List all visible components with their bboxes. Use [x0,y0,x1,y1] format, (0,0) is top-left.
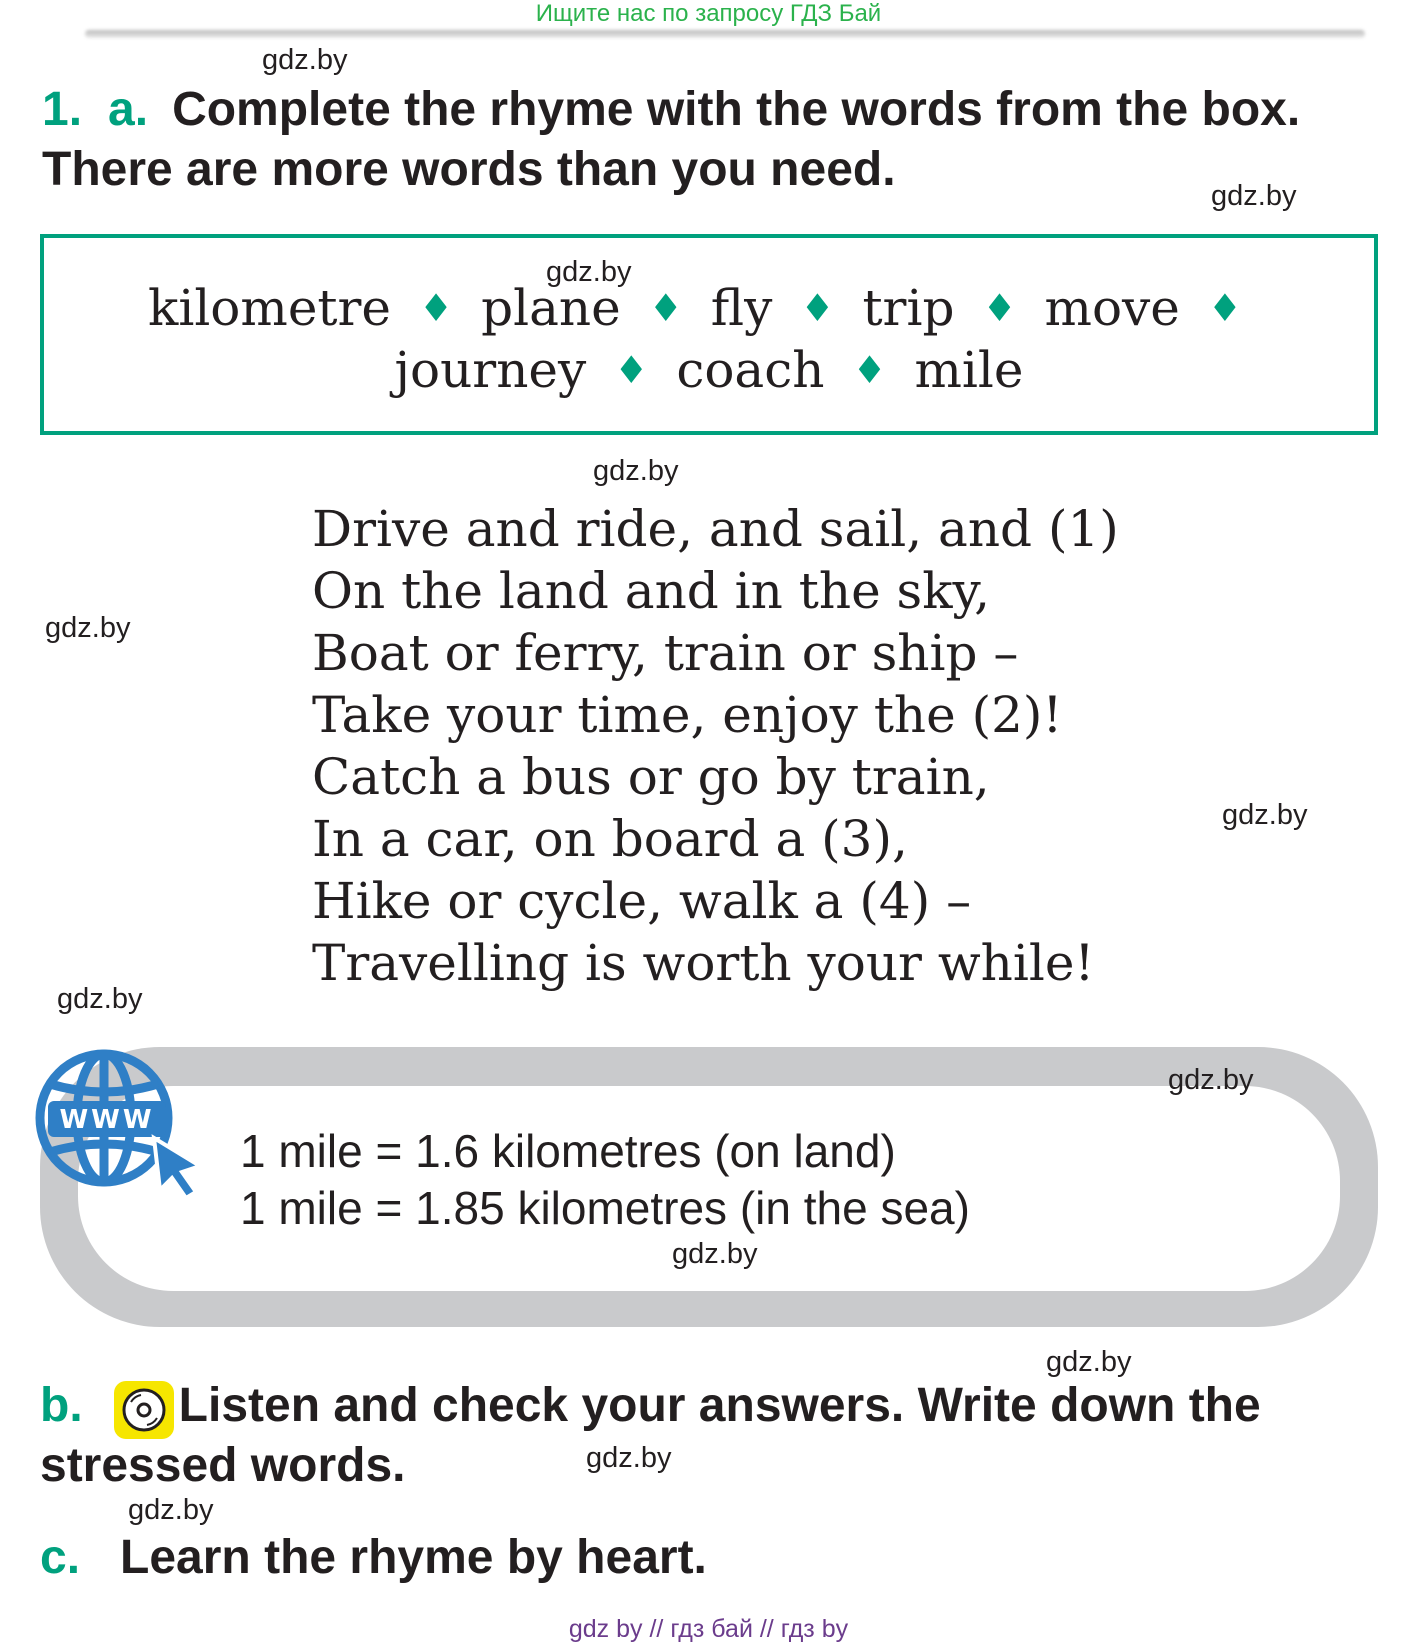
task-1c-text: Learn the rhyme by heart. [120,1531,707,1584]
poem-line: Drive and ride, and sail, and (1) [312,500,1119,558]
task-letter-c: c. [40,1531,81,1584]
watermark: gdz.by [1222,799,1308,831]
word-trip: trip [862,279,955,337]
poem-line: In a car, on board a (3), [312,810,908,868]
watermark: gdz.by [1168,1064,1254,1096]
word-journey: journey [394,341,587,399]
header-divider [85,30,1365,38]
audio-cd-icon [113,1380,175,1440]
word-move: move [1044,279,1180,337]
diamond-icon: ♦ [648,286,683,330]
poem-line: Boat or ferry, train or ship – [312,624,1019,682]
www-label: WWW [59,1105,155,1135]
watermark: gdz.by [672,1238,758,1270]
diamond-icon: ♦ [1207,286,1242,330]
watermark: gdz.by [546,256,632,288]
top-banner: Ищите нас по запросу ГДЗ Бай [535,0,882,27]
task-1b-text: Listen and check your answers. Write down the stressed words. [40,1379,1261,1492]
poem-line: On the land and in the sky, [312,562,991,620]
task-letter-a: a. [108,83,149,136]
diamond-icon: ♦ [852,348,887,392]
word-box-row-2 [40,340,1378,400]
task-number: 1. [42,83,83,136]
info-line: 1 mile = 1.85 kilometres (in the sea) [240,1182,970,1234]
task-letter-b: b. [40,1379,83,1432]
task-1a-instruction [42,80,1382,200]
watermark: gdz.by [262,44,348,76]
watermark: gdz.by [128,1494,214,1526]
word-coach: coach [676,341,825,399]
watermark: gdz.by [586,1442,672,1474]
watermark: gdz.by [1211,180,1297,212]
www-globe-icon [32,1046,204,1206]
info-line: 1 mile = 1.6 kilometres (on land) [240,1125,896,1177]
word-plane: plane [481,279,621,337]
poem-line: Hike or cycle, walk a (4) – [312,872,972,930]
word-kilometre: kilometre [148,279,391,337]
word-fly: fly [710,279,773,337]
poem-line: Catch a bus or go by train, [312,748,990,806]
word-box-row-1 [40,278,1378,338]
diamond-icon: ♦ [614,348,649,392]
diamond-icon: ♦ [419,286,454,330]
diamond-icon: ♦ [800,286,835,330]
footer-links[interactable]: gdz by // гдз бай // гдз by [568,1615,849,1643]
watermark: gdz.by [593,455,679,487]
watermark: gdz.by [57,983,143,1015]
task-1b-instruction [40,1376,1385,1496]
diamond-icon: ♦ [982,286,1017,330]
task-1a-text: Complete the rhyme with the words from the box. There are more words than you need. [42,83,1301,196]
task-1c-instruction [40,1528,1380,1588]
poem-line: Travelling is worth your while! [312,934,1095,992]
word-mile: mile [914,341,1024,399]
watermark: gdz.by [1046,1346,1132,1378]
poem-line: Take your time, enjoy the (2)! [312,686,1063,744]
watermark: gdz.by [45,612,131,644]
